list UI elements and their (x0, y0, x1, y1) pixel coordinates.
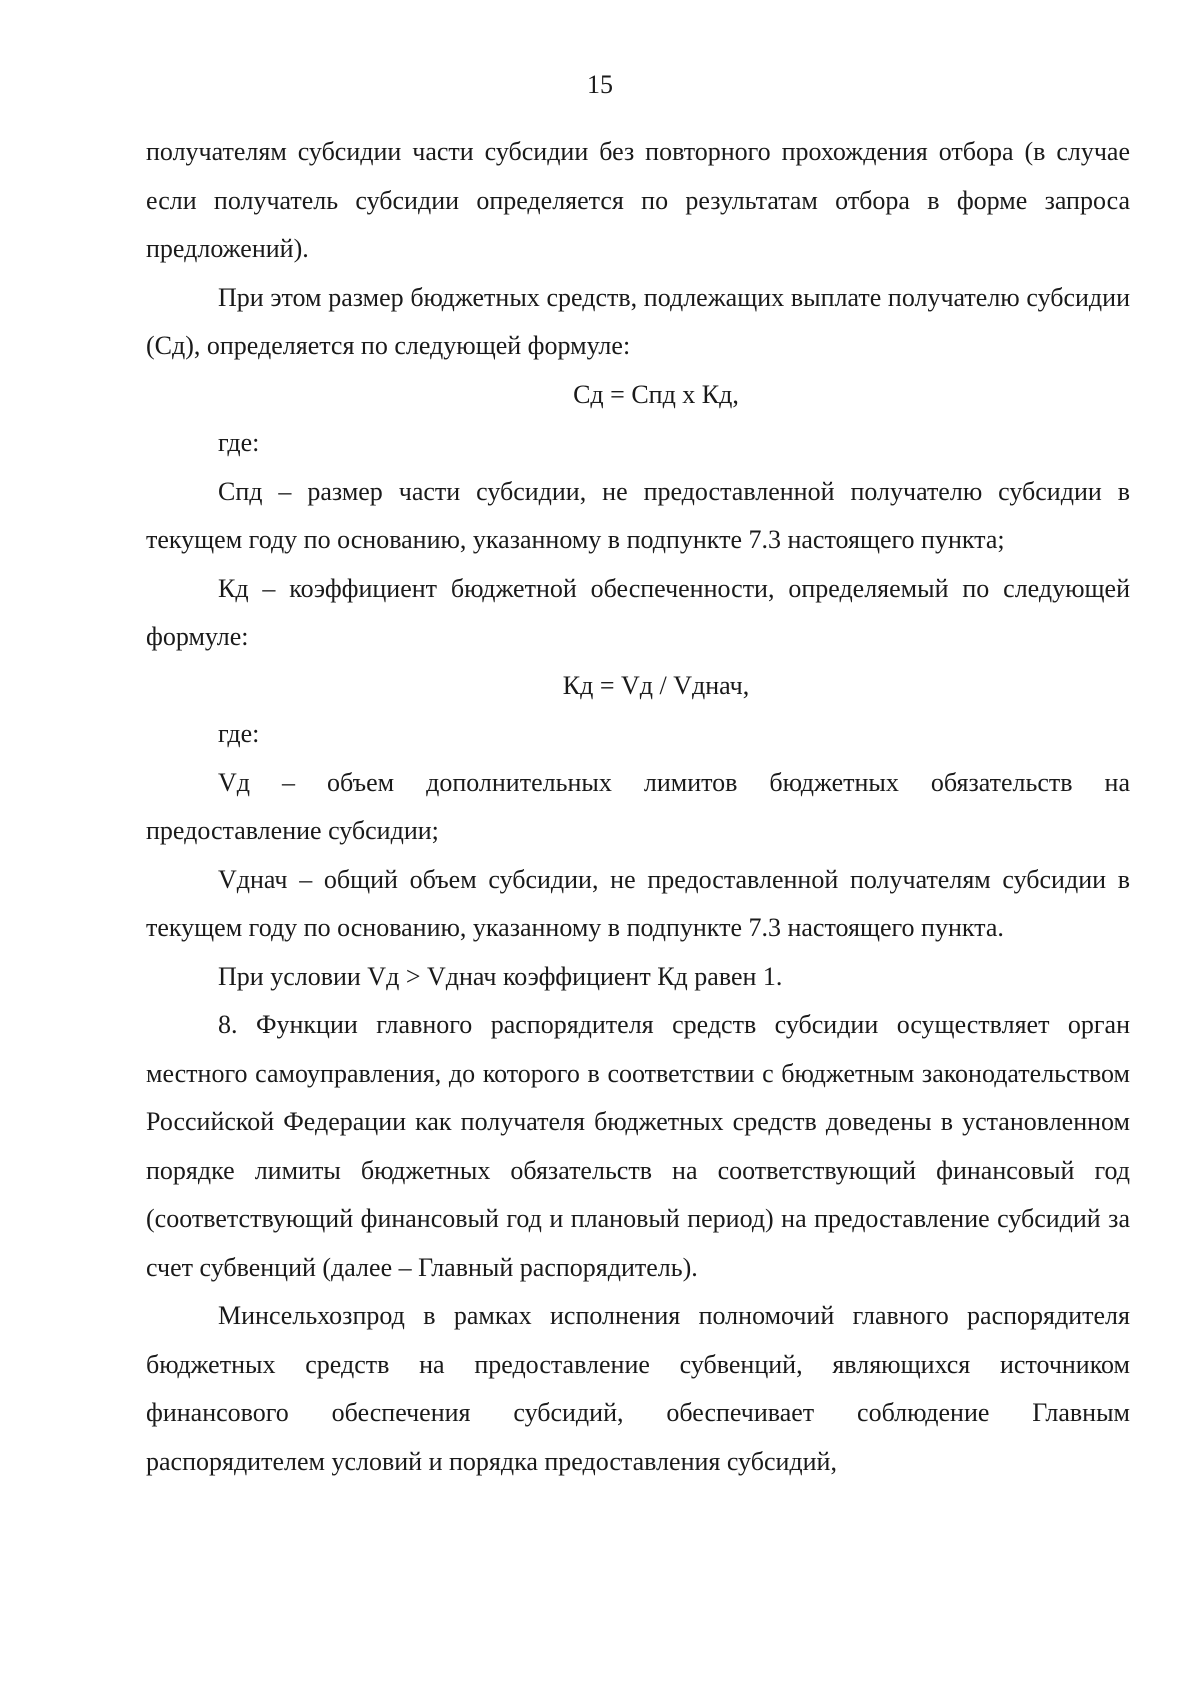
formula-kd: Кд = Vд / Vднач, (562, 670, 750, 700)
paragraph-vd-definition: Vд – объем дополнительных лимитов бюджетных обязательств на предоставление субсидии; (146, 767, 1130, 845)
where-label-1: где: (218, 428, 260, 457)
page-number: 15 (587, 70, 613, 99)
paragraph-vdnach-definition: Vднач – общий объем субсидии, не предоставленной получателям субсидии в текущем году по основанию, указанному в подпункте 7.3 настоящего пункта. (146, 864, 1130, 942)
paragraph-section-8: 8. Функции главного распорядителя средств субсидии осуществляет орган местного самоуправления, до которого в соответствии с бюджетным законодательством Российской Федерации как получателя бюджетных средств доведены в установленном порядке лимиты бюджетных обязательств на соответствующий финансовый год (соответствующий финансовый год и плановый период) на предоставление субсидий за счет субвенций (далее – Главный распорядитель). (146, 1010, 1130, 1282)
formula-sd: Сд = Спд x Кд, (573, 379, 739, 409)
paragraph-kd-definition: Кд – коэффициент бюджетной обеспеченности, определяемый по следующей формуле: (146, 573, 1130, 651)
where-label-2: где: (218, 719, 260, 748)
paragraph-amount-formula-intro: При этом размер бюджетных средств, подлежащих выплате получателю субсидии (Сд), определяется по следующей формуле: (146, 282, 1130, 360)
paragraph-minselkhozprod: Минсельхозпрод в рамках исполнения полномочий главного распорядителя бюджетных средств на предоставление субвенций, являющихся источником финансового обеспечения субсидий, обеспечивает соблюдение Главным распорядителем условий и порядка предоставления субсидий, (146, 1301, 1130, 1476)
paragraph-condition: При условии Vд > Vднач коэффициент Кд равен 1. (218, 961, 783, 991)
document-body (146, 128, 1130, 1486)
paragraph-spd-definition: Спд – размер части субсидии, не предоставленной получателю субсидии в текущем году по основанию, указанному в подпункте 7.3 настоящего пункта; (146, 476, 1130, 554)
paragraph-continuation: получателям субсидии части субсидии без повторного прохождения отбора (в случае если получатель субсидии определяется по результатам отбора в форме запроса предложений). (146, 137, 1130, 263)
